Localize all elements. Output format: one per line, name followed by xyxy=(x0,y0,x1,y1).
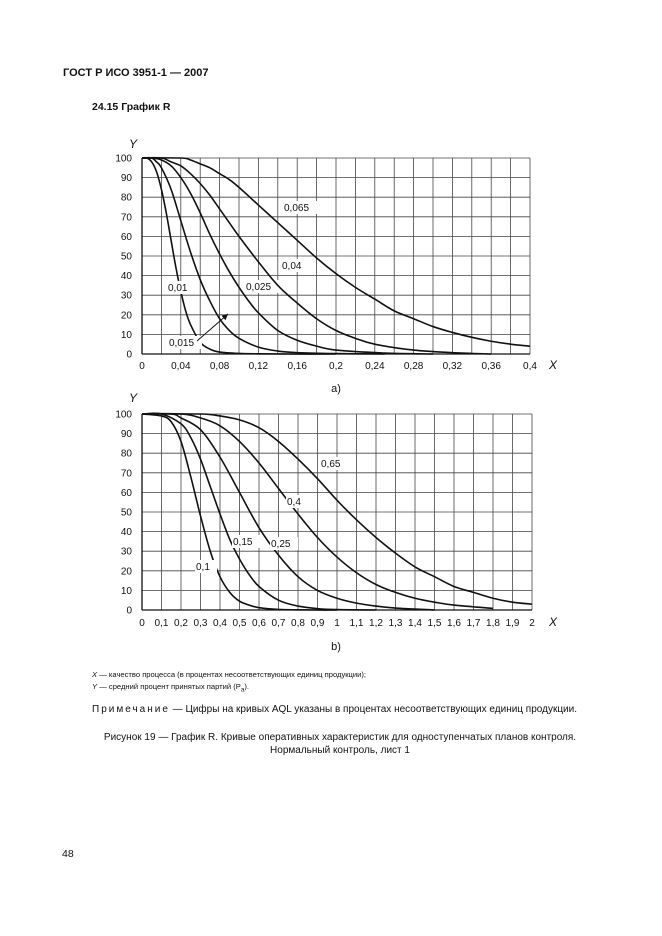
chart2-x-tick-label: 0,2 xyxy=(174,618,188,629)
chart1-series-label: 0,04 xyxy=(282,261,302,272)
legend-x-symbol: X xyxy=(92,670,98,679)
chart2-series-label: 0,65 xyxy=(321,459,341,470)
chart2-x-tick-label: 1,6 xyxy=(447,618,461,629)
chart2-x-tick-label: 0,6 xyxy=(252,618,266,629)
chart1-label-arrow xyxy=(197,314,228,341)
chart1-x-axis-label: X xyxy=(549,358,558,372)
chart1-series-label: 0,015 xyxy=(169,338,195,349)
chart1-y-tick-label: 30 xyxy=(120,290,132,302)
note-label: Примечание xyxy=(92,704,170,715)
legend-x-text: — качество процесса (в процентах несоответствующих единиц продукции); xyxy=(99,670,367,679)
chart2-y-tick-label: 10 xyxy=(120,585,132,597)
section-title: 24.15 График R xyxy=(92,101,171,113)
chart2-subfigure-title: b) xyxy=(331,641,341,653)
chart2-x-tick-label: 1,8 xyxy=(486,618,500,629)
chart1-x-tick-label: 0 xyxy=(139,361,145,372)
legend-y-sub: a xyxy=(240,686,245,694)
chart1-subfigure-title: a) xyxy=(331,383,341,395)
chart1-y-tick-label: 80 xyxy=(120,192,132,204)
chart1-x-tick-label: 0,28 xyxy=(403,361,424,372)
chart1-x-tick-label: 0,2 xyxy=(329,361,343,372)
chart2-y-tick-label: 80 xyxy=(120,448,132,460)
chart1-x-tick-label: 0,36 xyxy=(481,361,501,372)
note-text: — Цифры на кривых AQL указаны в процентах несоответствующих единиц продукции. xyxy=(172,704,578,715)
chart1-y-axis-label: Y xyxy=(129,137,138,151)
legend-y-symbol: Y xyxy=(92,682,98,691)
chart1-y-tick-label: 50 xyxy=(120,251,132,263)
legend-y-text: — средний процент принятых партий (P xyxy=(99,682,241,691)
chart2-y-tick-label: 0 xyxy=(126,605,132,617)
chart1-series-label: 0,025 xyxy=(246,282,272,293)
chart2-series-label: 0,25 xyxy=(271,539,291,550)
chart2-series-label: 0,4 xyxy=(287,497,301,508)
chart1-x-tick-label: 0,08 xyxy=(209,361,230,372)
chart2-y-tick-label: 60 xyxy=(120,487,132,499)
chart2-y-tick-label: 40 xyxy=(120,527,132,539)
chart2-x-tick-label: 0,5 xyxy=(232,618,247,629)
chart1-x-tick-label: 0,4 xyxy=(523,361,537,372)
chart2-y-tick-label: 20 xyxy=(120,566,132,578)
legend-y-tail: ). xyxy=(244,682,249,691)
page-number: 48 xyxy=(62,848,74,860)
caption-line-2: Нормальный контроль, лист 1 xyxy=(270,745,410,756)
chart2-x-tick-label: 0,9 xyxy=(310,618,325,629)
chart1-series-label: 0,065 xyxy=(284,203,310,214)
chart1-x-tick-label: 0,16 xyxy=(287,361,307,372)
chart2-y-tick-label: 50 xyxy=(120,507,132,519)
chart1-y-tick-label: 20 xyxy=(120,310,132,322)
chart1-x-tick-label: 0,12 xyxy=(248,361,269,372)
chart2-series-label: 0,15 xyxy=(233,537,253,548)
chart2-x-axis-label: X xyxy=(549,615,558,629)
chart1-y-tick-label: 40 xyxy=(120,271,132,283)
chart1-y-tick-label: 100 xyxy=(115,153,132,165)
chart1-y-tick-label: 60 xyxy=(120,231,132,243)
chart1-y-tick-label: 0 xyxy=(126,349,132,361)
chart2-y-axis-label: Y xyxy=(129,391,138,405)
chart2-y-tick-label: 30 xyxy=(120,546,132,558)
chart2-y-tick-label: 70 xyxy=(120,468,132,480)
chart2-x-tick-label: 0,3 xyxy=(193,618,208,629)
chart2-x-tick-label: 1 xyxy=(334,618,340,629)
chart1-y-tick-label: 70 xyxy=(120,212,132,224)
chart1-x-tick-label: 0,32 xyxy=(442,361,463,372)
caption-line-1: Рисунок 19 — График R. Кривые оперативных характеристик для одноступенчатых планов контроля. xyxy=(103,732,577,743)
chart2-series-label: 0,1 xyxy=(196,562,210,573)
legend-y xyxy=(92,681,249,696)
chart1-x-tick-label: 0,24 xyxy=(365,361,385,372)
chart2-x-tick-label: 0,1 xyxy=(154,618,169,629)
chart2-x-tick-label: 1,2 xyxy=(369,618,383,629)
chart2-x-tick-label: 1,4 xyxy=(408,618,422,629)
chart2-x-tick-label: 0,8 xyxy=(291,618,305,629)
chart2-x-tick-label: 1,5 xyxy=(427,618,442,629)
legend-x xyxy=(92,669,366,680)
chart2-y-tick-label: 90 xyxy=(120,429,132,441)
document-code: ГОСТ Р ИСО 3951-1 — 2007 xyxy=(63,67,209,79)
chart2-x-tick-label: 0 xyxy=(139,618,145,629)
chart1-y-tick-label: 90 xyxy=(120,173,132,185)
note xyxy=(92,704,577,715)
chart2-x-tick-label: 0,4 xyxy=(213,618,227,629)
chart2-x-tick-label: 1,3 xyxy=(388,618,403,629)
chart1-y-tick-label: 10 xyxy=(120,329,132,341)
chart2-x-tick-label: 1,7 xyxy=(466,618,481,629)
chart1-x-tick-label: 0,04 xyxy=(171,361,191,372)
chart1-series-label: 0,01 xyxy=(168,283,188,294)
chart2-x-tick-label: 1,9 xyxy=(505,618,520,629)
chart2-x-tick-label: 1,1 xyxy=(349,618,364,629)
chart2-x-tick-label: 0,7 xyxy=(271,618,286,629)
chart2-y-tick-label: 100 xyxy=(115,409,132,421)
chart2-x-tick-label: 2 xyxy=(529,618,535,629)
figure-caption xyxy=(60,731,620,757)
